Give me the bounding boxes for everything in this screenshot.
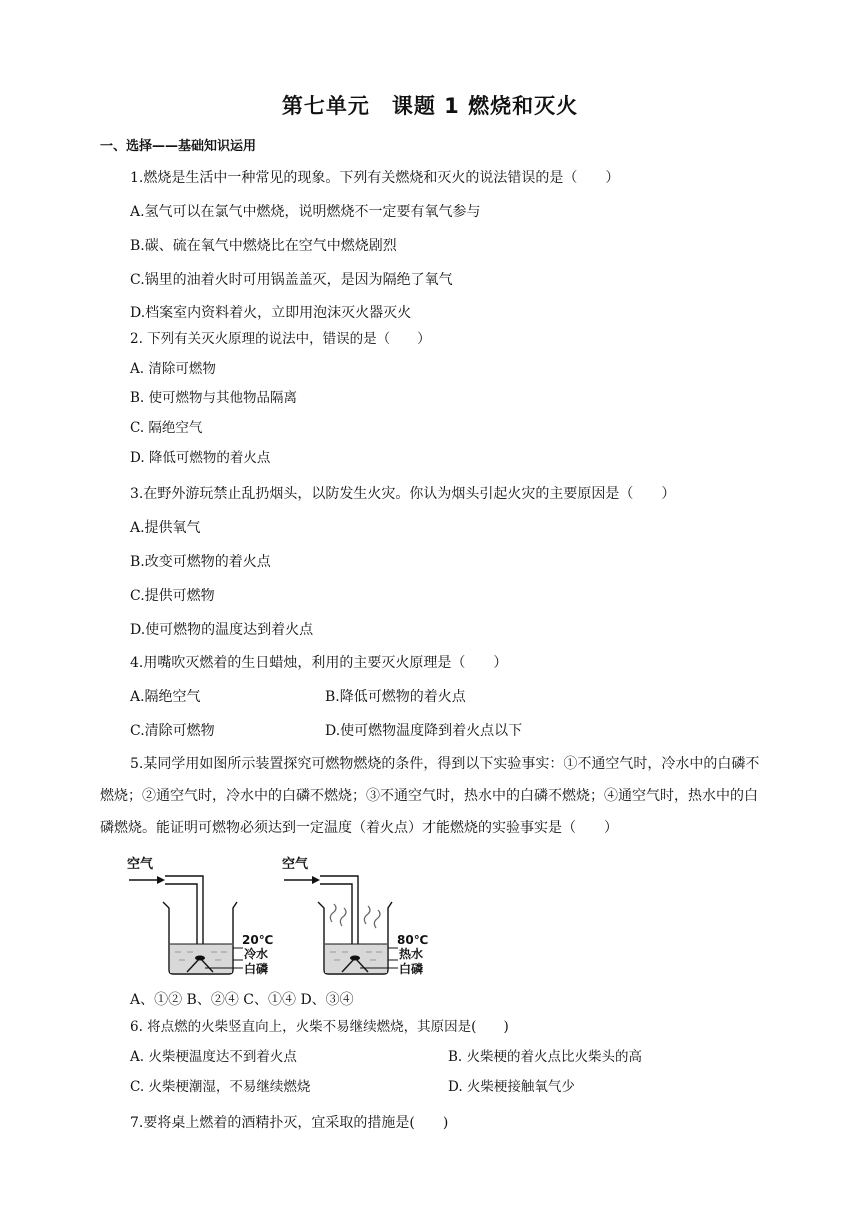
right-water-label: 热水 — [399, 947, 424, 961]
left-solid-label: 白磷 — [244, 962, 269, 976]
q3-option-a: A.提供氧气 — [130, 520, 201, 536]
q7-stem: 7.要将桌上燃着的酒精扑灭，宜采取的措施是( ) — [130, 1115, 449, 1131]
q6-stem: 6. 将点燃的火柴竖直向上，火柴不易继续燃烧，其原因是( ) — [130, 1019, 509, 1035]
q3-option-b: B.改变可燃物的着火点 — [130, 554, 271, 570]
page-title: 第七单元 课题 1 燃烧和灭火 — [281, 94, 579, 118]
right-temp-label: 80℃ — [397, 933, 429, 947]
q4-option-d: D.使可燃物温度降到着火点以下 — [325, 723, 523, 739]
left-air-label: 空气 — [127, 857, 154, 872]
q2-option-c: C. 隔绝空气 — [130, 420, 203, 436]
q2-option-a: A. 清除可燃物 — [130, 361, 216, 377]
q2-option-b: B. 使可燃物与其他物品隔离 — [130, 390, 298, 406]
q6-option-a: A. 火柴梗温度达不到着火点 — [130, 1049, 297, 1065]
q1-stem: 1.燃烧是生活中一种常见的现象。下列有关燃烧和灭火的说法错误的是（ ） — [130, 170, 620, 186]
q3-option-d: D.使可燃物的温度达到着火点 — [130, 622, 314, 638]
steam-icon — [330, 904, 380, 928]
q3-option-c: C.提供可燃物 — [130, 588, 215, 604]
q1-option-a: A.氢气可以在氯气中燃烧，说明燃烧不一定要有氧气参与 — [130, 204, 481, 220]
q6-option-b: B. 火柴梗的着火点比火柴头的高 — [448, 1049, 643, 1065]
right-solid-label: 白磷 — [399, 962, 424, 976]
q5-options: A、①② B、②④ C、①④ D、③④ — [130, 992, 354, 1008]
q1-option-b: B.碳、硫在氧气中燃烧比在空气中燃烧剧烈 — [130, 238, 397, 254]
q4-stem: 4.用嘴吹灭燃着的生日蜡烛，利用的主要灭火原理是（ ） — [130, 655, 508, 671]
q4-option-a: A.隔绝空气 — [130, 689, 201, 705]
q2-stem: 2. 下列有关灭火原理的说法中，错误的是（ ） — [130, 331, 431, 347]
section-heading: 一、选择——基础知识运用 — [100, 139, 257, 154]
q2-option-d: D. 降低可燃物的着火点 — [130, 450, 271, 466]
q4-option-c: C.清除可燃物 — [130, 723, 215, 739]
q1-option-c: C.锅里的油着火时可用锅盖盖灭，是因为隔绝了氧气 — [130, 272, 453, 288]
q6-option-c: C. 火柴梗潮湿，不易继续燃烧 — [130, 1079, 311, 1095]
q5-figure — [125, 852, 435, 984]
q3-stem: 3.在野外游玩禁止乱扔烟头，以防发生火灾。你认为烟头引起火灾的主要原因是（ ） — [130, 486, 676, 502]
q1-option-d: D.档案室内资料着火，立即用泡沫灭火器灭火 — [130, 305, 412, 321]
q4-option-b: B.降低可燃物的着火点 — [325, 689, 466, 705]
right-apparatus — [282, 856, 428, 976]
right-air-label: 空气 — [282, 857, 309, 872]
q5-stem: 5.某同学用如图所示装置探究可燃物燃烧的条件，得到以下实验事实：①不通空气时，冷水中的白磷不燃烧；②通空气时，冷水中的白磷不燃烧；③不通空气时，热水中的白磷不燃烧；④通空气时，热水中的白磷燃烧。能证明可燃物必须达到一定温度（着火点）才能燃烧的实验事实是（ ） — [100, 756, 760, 836]
q6-option-d: D. 火柴梗接触氧气少 — [448, 1079, 575, 1095]
left-apparatus — [127, 856, 273, 976]
left-temp-label: 20℃ — [242, 933, 274, 947]
left-water-label: 冷水 — [244, 947, 269, 961]
